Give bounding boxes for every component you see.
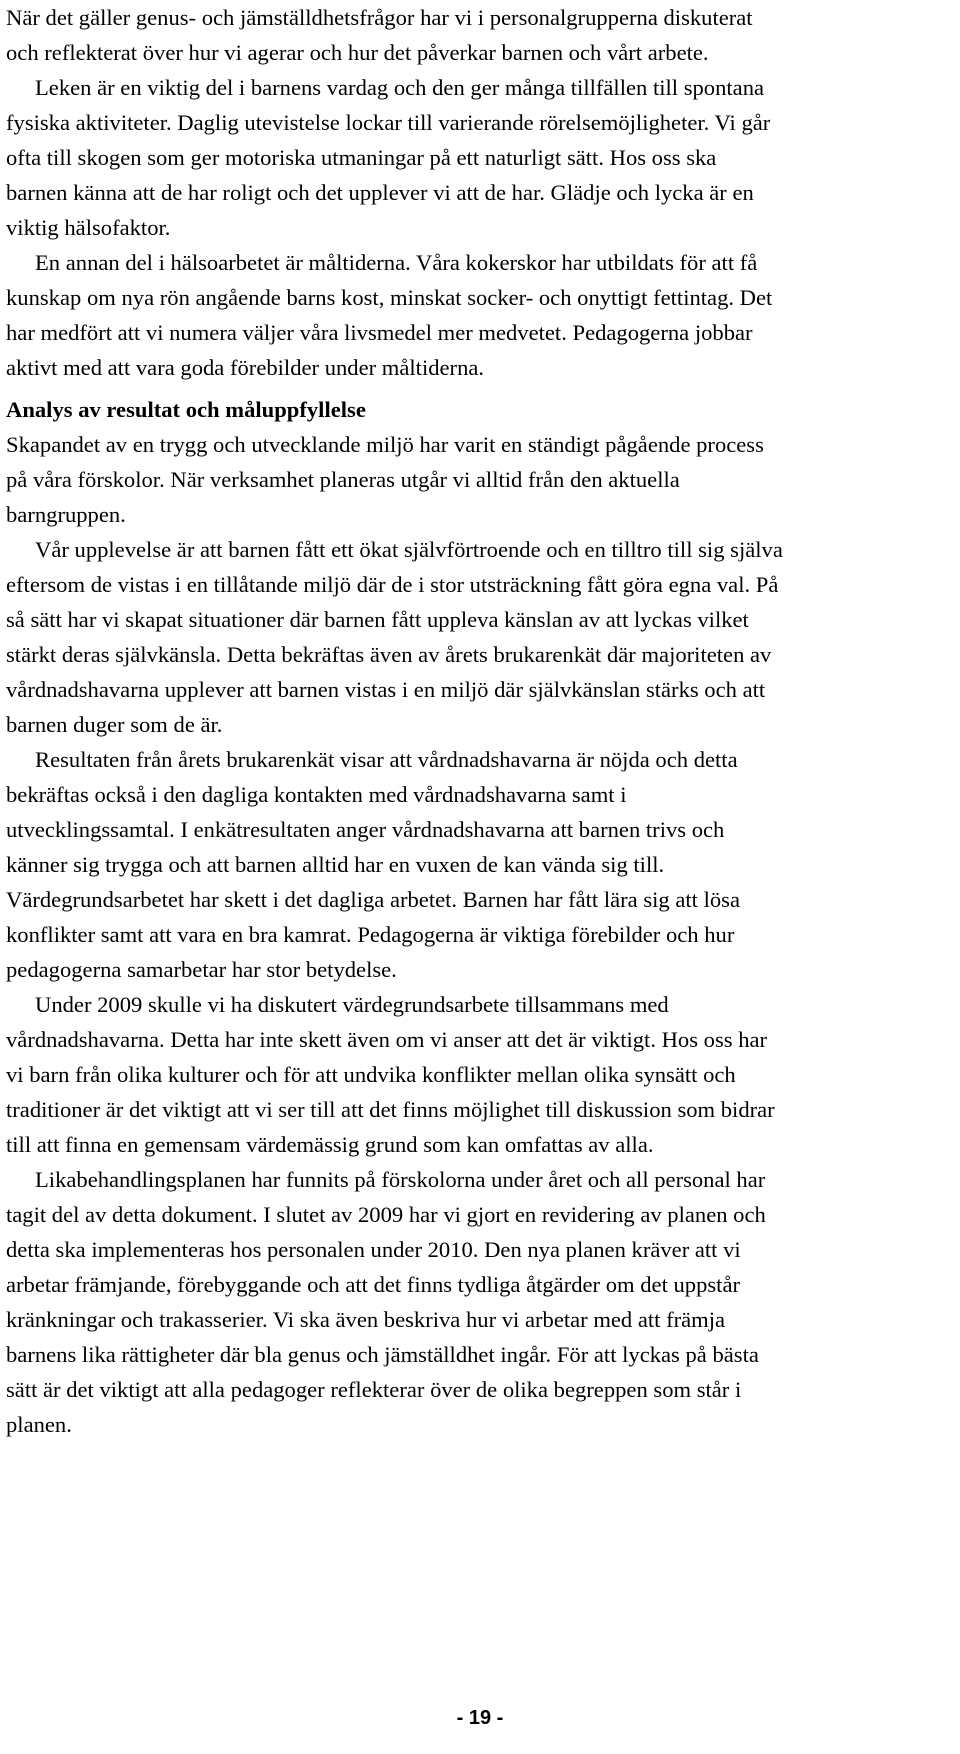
paragraph-line: arbetar främjande, förebyggande och att det finns tydliga åtgärder om det uppstår — [6, 1272, 741, 1297]
paragraph — [6, 742, 954, 987]
paragraph — [6, 532, 954, 742]
paragraph-line: pedagogerna samarbetar har stor betydelse. — [6, 957, 397, 982]
paragraph-line: planen. — [6, 1412, 72, 1437]
document-body — [6, 0, 954, 1442]
paragraph-line: traditioner är det viktigt att vi ser till att det finns möjlighet till diskussion som bidrar — [6, 1097, 775, 1122]
paragraph — [6, 987, 954, 1162]
paragraph-line: barngruppen. — [6, 502, 126, 527]
paragraph — [6, 1162, 954, 1442]
paragraph — [6, 0, 954, 70]
paragraph-line: eftersom de vistas i en tillåtande miljö där de i stor utsträckning fått göra egna val. På — [6, 572, 779, 597]
paragraph-line: När det gäller genus- och jämställdhetsfrågor har vi i personalgrupperna diskuterat — [6, 5, 753, 30]
paragraph-line: aktivt med att vara goda förebilder under måltiderna. — [6, 355, 485, 380]
paragraph-line: Likabehandlingsplanen har funnits på förskolorna under året och all personal har — [35, 1167, 766, 1192]
paragraph-line: kränkningar och trakasserier. Vi ska även beskriva hur vi arbetar med att främja — [6, 1307, 726, 1332]
paragraph-line: känner sig trygga och att barnen alltid har en vuxen de kan vända sig till. — [6, 852, 665, 877]
paragraph-line: barnens lika rättigheter där bla genus och jämställdhet ingår. För att lyckas på bästa — [6, 1342, 759, 1367]
section-heading: Analys av resultat och måluppfyllelse — [6, 397, 366, 422]
paragraph-line: fysiska aktiviteter. Daglig utevistelse lockar till varierande rörelsemöjligheter. Vi går — [6, 110, 771, 135]
paragraph-line: vårdnadshavarna upplever att barnen vistas i en miljö där självkänslan stärks och att — [6, 677, 766, 702]
paragraph — [6, 70, 954, 245]
paragraph — [6, 245, 954, 385]
paragraph-line: Leken är en viktig del i barnens vardag och den ger många tillfällen till spontana — [35, 75, 765, 100]
paragraph-line: utvecklingssamtal. I enkätresultaten anger vårdnadshavarna att barnen trivs och — [6, 817, 725, 842]
paragraph-line: vi barn från olika kulturer och för att undvika konflikter mellan olika synsätt och — [6, 1062, 736, 1087]
paragraph-line: En annan del i hälsoarbetet är måltiderna. Våra kokerskor har utbildats för att få — [35, 250, 758, 275]
paragraph-line: barnen duger som de är. — [6, 712, 223, 737]
paragraph-line: kunskap om nya rön angående barns kost, minskat socker- och onyttigt fettintag. Det — [6, 285, 773, 310]
paragraph-line: tagit del av detta dokument. I slutet av 2009 har vi gjort en revidering av planen och — [6, 1202, 766, 1227]
paragraph-line: Vår upplevelse är att barnen fått ett ökat självförtroende och en tilltro till sig själva — [35, 537, 783, 562]
paragraph-line: ofta till skogen som ger motoriska utmaningar på ett naturligt sätt. Hos oss ska — [6, 145, 717, 170]
paragraph-line: Skapandet av en trygg och utvecklande miljö har varit en ständigt pågående process — [6, 432, 764, 457]
paragraph-line: på våra förskolor. När verksamhet planeras utgår vi alltid från den aktuella — [6, 467, 680, 492]
paragraph-line: Resultaten från årets brukarenkät visar att vårdnadshavarna är nöjda och detta — [35, 747, 738, 772]
paragraph-line: och reflekterat över hur vi agerar och hur det påverkar barnen och vårt arbete. — [6, 40, 709, 65]
paragraph-line: Värdegrundsarbetet har skett i det dagliga arbetet. Barnen har fått lära sig att lösa — [6, 887, 740, 912]
paragraph-line: stärkt deras självkänsla. Detta bekräftas även av årets brukarenkät där majoriteten av — [6, 642, 772, 667]
paragraph-line: har medfört att vi numera väljer våra livsmedel mer medvetet. Pedagogerna jobbar — [6, 320, 753, 345]
top-paragraphs — [6, 0, 954, 385]
bottom-paragraphs — [6, 427, 954, 1442]
paragraph — [6, 427, 954, 532]
paragraph-line: konflikter samt att vara en bra kamrat. Pedagogerna är viktiga förebilder och hur — [6, 922, 735, 947]
paragraph-line: Under 2009 skulle vi ha diskutert värdegrundsarbete tillsammans med — [35, 992, 669, 1017]
section-gap — [6, 385, 954, 392]
paragraph-line: barnen känna att de har roligt och det upplever vi att de har. Glädje och lycka är en — [6, 180, 754, 205]
page-number: - 19 - — [456, 1707, 504, 1729]
paragraph-line: bekräftas också i den dagliga kontakten med vårdnadshavarna samt i — [6, 782, 627, 807]
paragraph-line: till att finna en gemensam värdemässig grund som kan omfattas av alla. — [6, 1132, 654, 1157]
paragraph-line: vårdnadshavarna. Detta har inte skett även om vi anser att det är viktigt. Hos oss har — [6, 1027, 768, 1052]
paragraph-line: viktig hälsofaktor. — [6, 215, 171, 240]
paragraph-line: så sätt har vi skapat situationer där barnen fått uppleva känslan av att lyckas vilket — [6, 607, 749, 632]
paragraph-line: sätt är det viktigt att alla pedagoger reflekterar över de olika begreppen som står i — [6, 1377, 742, 1402]
paragraph-line: detta ska implementeras hos personalen under 2010. Den nya planen kräver att vi — [6, 1237, 741, 1262]
